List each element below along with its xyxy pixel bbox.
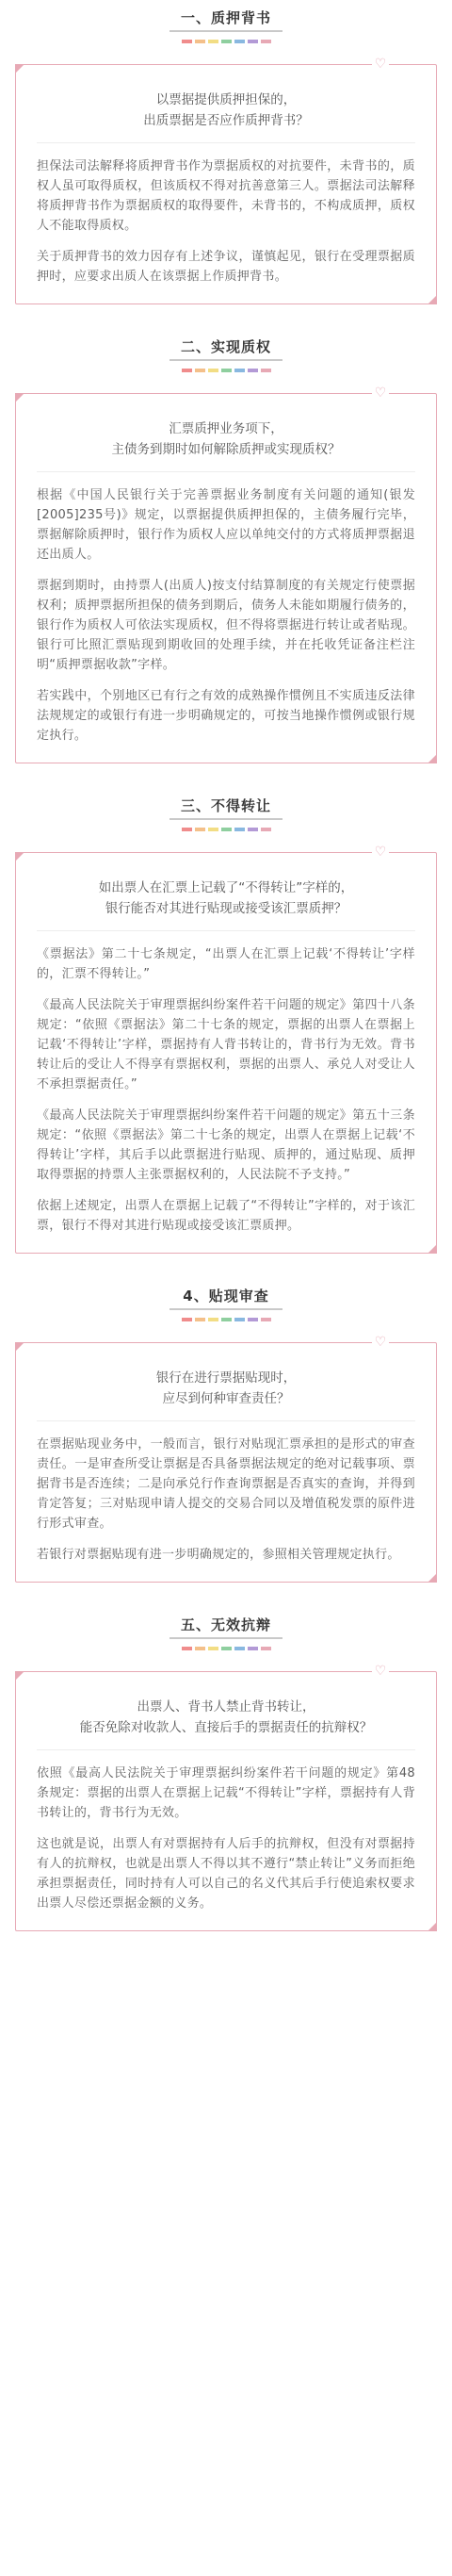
color-dot [248, 1647, 258, 1650]
content-card [15, 57, 437, 304]
section-title: 二、实现质权 [180, 338, 271, 355]
color-dot [208, 1318, 218, 1321]
color-dot [221, 1318, 232, 1321]
corner-triangle-decoration [15, 1342, 24, 1352]
corner-triangle-decoration [428, 754, 437, 763]
question-line: 出票人、背书人禁止背书转让， [137, 1699, 315, 1715]
color-dot [208, 40, 218, 43]
content-card [15, 386, 437, 763]
section-3 [0, 788, 452, 1254]
content-card [15, 845, 437, 1254]
heart-icon: ♡ [372, 386, 389, 401]
corner-triangle-decoration [15, 852, 24, 861]
color-dot [182, 1647, 192, 1650]
section-1 [0, 0, 452, 304]
color-dot [182, 828, 192, 831]
color-dot [234, 369, 245, 372]
question-text [37, 1368, 415, 1409]
color-dot [208, 1647, 218, 1650]
divider [37, 142, 415, 143]
paragraph: 担保法司法解释将质押背书作为票据质权的对抗要件，未背书的，质权人虽可取得质权，但该质权不得对抗善意第三人。票据法司法解释将质押背书作为票据质权的取得要件，未背书的，不构成质押，质权人不能取得质权。 [37, 159, 415, 233]
color-dot [182, 40, 192, 43]
color-dots-decoration [0, 40, 452, 43]
color-dot [248, 1318, 258, 1321]
section-5 [0, 1607, 452, 1931]
content-card [15, 1335, 437, 1583]
section-title: 三、不得转让 [180, 797, 271, 814]
color-dot [234, 40, 245, 43]
divider [37, 471, 415, 472]
question-text [37, 878, 415, 919]
color-dot [221, 40, 232, 43]
question-line: 出质票据是否应作质押背书？ [143, 113, 309, 128]
section-4 [0, 1278, 452, 1583]
section-header [0, 329, 452, 372]
color-dot [195, 1318, 205, 1321]
color-dot [261, 828, 271, 831]
paragraph: 《票据法》第二十七条规定，“出票人在汇票上记载‘不得转让’字样的，汇票不得转让。” [37, 947, 415, 981]
paragraph: 《最高人民法院关于审理票据纠纷案件若干问题的规定》第五十三条规定：“依照《票据法》第二十七条的规定，出票人在票据上记载‘不得转让’字样，其后手以此票据进行贴现、质押的，通过贴现、质押取得票据的持票人主张票据权利的，人民法院不予支持。” [37, 1108, 415, 1182]
section-title: 一、质押背书 [180, 9, 271, 26]
color-dot [182, 369, 192, 372]
color-dot [248, 369, 258, 372]
divider [37, 1749, 415, 1750]
paragraph: 根据《中国人民银行关于完善票据业务制度有关问题的通知(银发[2005]235号)》规定，以票据提供质押担保的，主债务履行完毕，票据解除质押时，银行作为质权人应以单纯交付的方式将质押票据退还出质人。 [37, 488, 415, 562]
paragraph: 关于质押背书的效力因存有上述争议，谨慎起见，银行在受理票据质押时，应要求出质人在该票据上作质押背书。 [37, 250, 415, 284]
section-title: 五、无效抗辩 [180, 1616, 271, 1633]
question-line: 应尽到何种审查责任？ [162, 1391, 290, 1406]
color-dot [234, 1647, 245, 1650]
color-dot [221, 828, 232, 831]
color-dot [195, 369, 205, 372]
paragraph: 依据上述规定，出票人在票据上记载了“不得转让”字样的，对于该汇票，银行不得对其进行贴现或接受该汇票质押。 [37, 1199, 415, 1233]
section-title: 4、贴现审查 [183, 1288, 269, 1304]
title-underline [170, 818, 282, 820]
color-dot [195, 828, 205, 831]
color-dots-decoration [0, 1318, 452, 1321]
color-dot [221, 369, 232, 372]
color-dot [182, 1318, 192, 1321]
divider [37, 930, 415, 931]
question-text [37, 90, 415, 131]
corner-triangle-decoration [15, 1671, 24, 1681]
section-header [0, 1278, 452, 1321]
color-dot [261, 369, 271, 372]
title-underline [170, 1308, 282, 1310]
color-dot [234, 828, 245, 831]
paragraph: 若银行对票据贴现有进一步明确规定的，参照相关管理规定执行。 [37, 1548, 400, 1562]
color-dots-decoration [0, 369, 452, 372]
question-text [37, 1697, 415, 1738]
heart-icon: ♡ [372, 845, 389, 860]
paragraph: 《最高人民法院关于审理票据纠纷案件若干问题的规定》第四十八条规定：“依照《票据法》第二十七条的规定，票据的出票人在票据上记载‘不得转让’字样，票据持有人背书转让的，背书行为无效。背书转让后的受让人不得享有票据权利，票据的出票人、承兑人对受让人不承担票据责任。” [37, 998, 415, 1091]
corner-triangle-decoration [15, 64, 24, 74]
question-line: 银行能否对其进行贴现或接受该汇票质押？ [105, 901, 347, 916]
corner-triangle-decoration [428, 1573, 437, 1583]
color-dot [248, 40, 258, 43]
corner-triangle-decoration [428, 295, 437, 304]
question-line: 汇票质押业务项下， [169, 421, 283, 436]
paragraph: 在票据贴现业务中，一般而言，银行对贴现汇票承担的是形式的审查责任。一是审查所受让票据是否具备票据法规定的绝对记载事项、票据背书是否连续；二是向承兑行作查询票据是否真实的查询，并得到肯定答复；三对贴现申请人提交的交易合同以及增值税发票的原件进行形式审查。 [37, 1437, 415, 1531]
paragraph: 票据到期时，由持票人(出质人)按支付结算制度的有关规定行使票据权利；质押票据所担保的债务到期后，债务人未能如期履行债务的，银行作为质权人可依法实现质权，但不得将票据进行转让或者贴现。银行可比照汇票贴现到期收回的处理手续，并在托收凭证备注栏注明“质押票据收款”字样。 [37, 579, 415, 672]
heart-icon: ♡ [372, 1335, 389, 1350]
color-dot [195, 40, 205, 43]
paragraph: 依照《最高人民法院关于审理票据纠纷案件若干问题的规定》第48条规定：票据的出票人在票据上记载“不得转让”字样，票据持有人背书转让的，背书行为无效。 [37, 1766, 415, 1820]
color-dot [208, 828, 218, 831]
paragraph: 这也就是说，出票人有对票据持有人后手的抗辩权，但没有对票据持有人的抗辩权，也就是出票人不得以其不遵行“禁止转让”义务而拒绝承担票据责任，同时持有人可以自己的名义代其后手行使追索权要求出票人尽偿还票据金额的义务。 [37, 1837, 415, 1911]
title-underline [170, 359, 282, 361]
heart-icon: ♡ [372, 1664, 389, 1679]
corner-triangle-decoration [428, 1922, 437, 1931]
question-line: 主债务到期时如何解除质押或实现质权？ [111, 442, 341, 457]
question-line: 能否免除对收款人、直接后手的票据责任的抗辩权？ [79, 1720, 373, 1735]
title-underline [170, 30, 282, 32]
color-dot [234, 1318, 245, 1321]
color-dots-decoration [0, 1647, 452, 1650]
divider [37, 1420, 415, 1421]
color-dot [221, 1647, 232, 1650]
paragraph: 若实践中，个别地区已有行之有效的成熟操作惯例且不实质违反法律法规规定的或银行有进一步明确规定的，可按当地操作惯例或银行规定执行。 [37, 689, 415, 743]
color-dots-decoration [0, 828, 452, 831]
section-2 [0, 329, 452, 763]
question-line: 以票据提供质押担保的， [155, 92, 297, 107]
corner-triangle-decoration [428, 1244, 437, 1254]
question-line: 银行在进行票据贴现时， [155, 1370, 297, 1386]
color-dot [195, 1647, 205, 1650]
color-dot [208, 369, 218, 372]
heart-icon: ♡ [372, 57, 389, 72]
color-dot [261, 1647, 271, 1650]
section-header [0, 788, 452, 831]
corner-triangle-decoration [15, 393, 24, 402]
color-dot [248, 828, 258, 831]
color-dot [261, 1318, 271, 1321]
title-underline [170, 1637, 282, 1639]
question-line: 如出票人在汇票上记载了“不得转让”字样的， [98, 880, 354, 895]
question-text [37, 418, 415, 460]
color-dot [261, 40, 271, 43]
content-card [15, 1664, 437, 1931]
section-header [0, 1607, 452, 1650]
section-header [0, 0, 452, 43]
